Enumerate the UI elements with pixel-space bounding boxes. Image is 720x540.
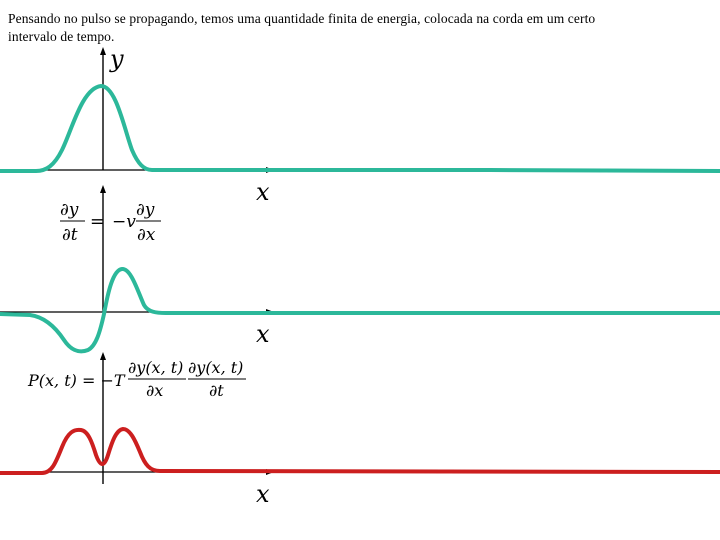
power-f1-denominator: ∂x	[146, 381, 164, 400]
power-f2-denominator: ∂t	[209, 381, 224, 400]
power-lhs: P(x, t) = −T	[28, 371, 125, 390]
pulse-curve	[0, 86, 720, 171]
velocity-lhs-denominator: ∂t	[62, 225, 78, 245]
x-axis-label-2: x	[256, 320, 270, 348]
velocity-minus-v: −v	[112, 212, 136, 232]
velocity-equation	[60, 200, 161, 245]
panel-pulse	[0, 45, 720, 206]
velocity-rhs-numerator: ∂y	[136, 200, 155, 220]
panel-velocity	[0, 185, 720, 351]
caption-line-2: intervalo de tempo.	[8, 29, 115, 44]
power-f2-numerator: ∂y(x, t)	[188, 358, 244, 377]
power-curve	[0, 429, 720, 473]
velocity-curve	[0, 269, 720, 351]
y-axis-label: y	[110, 45, 124, 73]
power-equation	[27, 358, 246, 400]
velocity-equals: =	[90, 212, 105, 232]
y-axis-3-arrow	[100, 352, 106, 360]
velocity-lhs-numerator: ∂y	[60, 200, 79, 220]
x-axis-label-3: x	[256, 480, 270, 508]
panel-power	[0, 352, 720, 508]
y-axis-1-arrow	[100, 47, 106, 55]
y-axis-2-arrow	[100, 185, 106, 193]
caption-line-1: Pensando no pulso se propagando, temos uma quantidade finita de energia, colocada na corda em um certo	[8, 11, 596, 26]
power-f1-numerator: ∂y(x, t)	[128, 358, 184, 377]
x-axis-label-1: x	[256, 178, 270, 206]
velocity-rhs-denominator: ∂x	[137, 225, 156, 245]
